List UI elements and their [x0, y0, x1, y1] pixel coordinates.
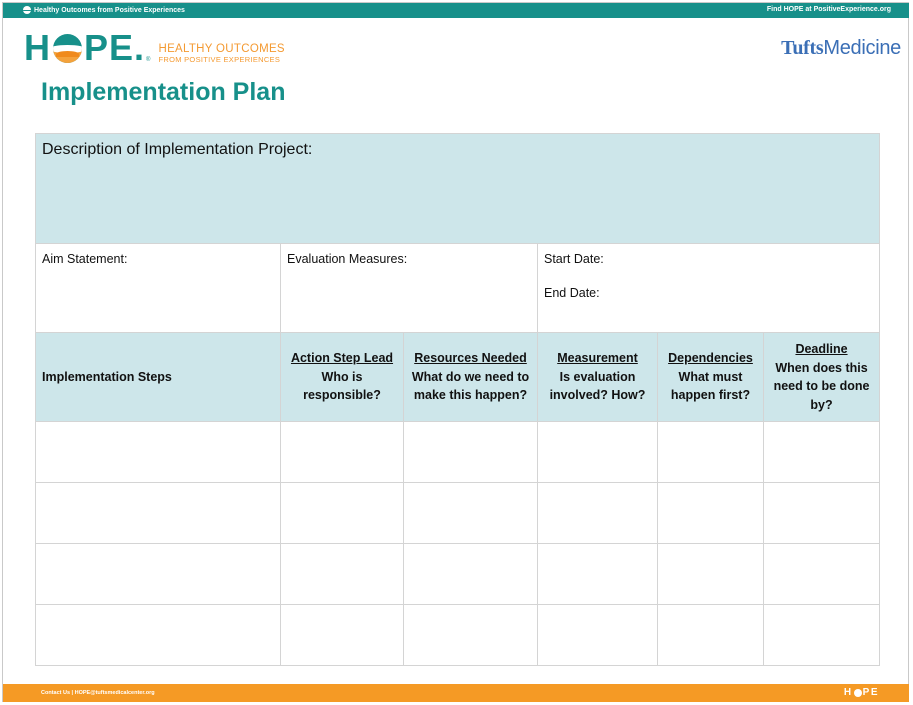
table-cell[interactable] — [658, 422, 764, 483]
table-cell[interactable] — [538, 422, 658, 483]
table-cell[interactable] — [281, 422, 404, 483]
col-subtitle: When does this need to be done by? — [773, 360, 870, 412]
top-banner — [3, 3, 909, 18]
aim-statement-label: Aim Statement: — [42, 252, 128, 266]
footer-hope-logo — [844, 687, 879, 698]
aim-statement-field[interactable] — [36, 244, 281, 333]
dates-field[interactable] — [538, 244, 880, 333]
end-date-label: End Date: — [544, 286, 600, 300]
description-row — [36, 134, 880, 244]
table-row — [36, 605, 880, 666]
table-cell[interactable] — [764, 422, 880, 483]
tufts-medicine-logo — [781, 37, 901, 60]
col-subtitle: What do we need to make this happen? — [411, 369, 530, 403]
evaluation-measures-field[interactable] — [281, 244, 538, 333]
col-subtitle: Is evaluation involved? How? — [549, 369, 646, 403]
table-cell[interactable] — [36, 605, 281, 666]
table-cell[interactable] — [404, 605, 538, 666]
col-title: Action Step Lead — [290, 351, 394, 366]
col-title: Measurement — [557, 351, 638, 366]
description-field[interactable] — [36, 134, 880, 244]
steps-header-row — [36, 333, 880, 422]
logo-period: . — [134, 27, 146, 68]
tufts-logo-regular: Medicine — [823, 37, 901, 59]
table-cell[interactable] — [538, 605, 658, 666]
footer-contact[interactable]: Contact Us | HOPE@tuftsmedicalcenter.org — [41, 690, 155, 696]
col-header-resources-needed — [404, 333, 538, 422]
table-cell[interactable] — [658, 605, 764, 666]
table-cell[interactable] — [658, 544, 764, 605]
registered-mark: ® — [146, 57, 151, 63]
table-cell[interactable] — [36, 422, 281, 483]
page-title: Implementation Plan — [41, 78, 286, 106]
table-cell[interactable] — [404, 483, 538, 544]
footer-logo-h: H — [843, 687, 853, 698]
hope-logo — [24, 27, 285, 68]
table-cell[interactable] — [404, 422, 538, 483]
table-cell[interactable] — [281, 605, 404, 666]
implementation-plan-table — [35, 133, 880, 666]
tufts-logo-bold: Tufts — [781, 37, 824, 59]
logo-letter-h: H — [24, 27, 51, 68]
evaluation-measures-label: Evaluation Measures: — [287, 252, 408, 266]
col-title: Dependencies — [668, 351, 753, 366]
logo-letters-pe: PE — [84, 27, 135, 68]
table-row — [36, 422, 880, 483]
table-cell[interactable] — [404, 544, 538, 605]
col-title: Resources Needed — [414, 351, 527, 366]
top-banner-tagline: Healthy Outcomes from Positive Experiences — [34, 6, 185, 14]
col-header-action-step-lead — [281, 333, 404, 422]
table-row — [36, 544, 880, 605]
hope-wordmark — [24, 27, 146, 68]
table-cell[interactable] — [538, 544, 658, 605]
col-title: Implementation Steps — [42, 369, 172, 384]
hope-sun-icon — [53, 34, 82, 63]
col-title: Deadline — [795, 342, 848, 356]
top-banner-left — [23, 6, 185, 14]
table-cell[interactable] — [538, 483, 658, 544]
col-header-deadline — [764, 333, 880, 422]
col-subtitle: Who is responsible? — [303, 369, 381, 403]
table-row — [36, 483, 880, 544]
footer-banner — [3, 684, 909, 702]
tagline-line-1: HEALTHY OUTCOMES — [158, 43, 285, 55]
top-banner-website[interactable]: Find HOPE at PositiveExperience.org — [766, 6, 891, 13]
footer-hope-sun-icon — [854, 689, 862, 697]
table-cell[interactable] — [764, 544, 880, 605]
table-cell[interactable] — [281, 544, 404, 605]
logo-tagline — [158, 43, 284, 64]
hope-globe-icon — [23, 6, 31, 14]
col-header-measurement — [538, 333, 658, 422]
table-cell[interactable] — [764, 483, 880, 544]
col-subtitle: What must happen first? — [670, 369, 751, 403]
table-cell[interactable] — [764, 605, 880, 666]
col-header-dependencies — [658, 333, 764, 422]
description-label: Description of Implementation Project: — [42, 141, 313, 158]
tagline-line-2: FROM POSITIVE EXPERIENCES — [158, 55, 281, 64]
table-cell[interactable] — [281, 483, 404, 544]
table-cell[interactable] — [36, 483, 281, 544]
table-cell[interactable] — [36, 544, 281, 605]
start-date-label: Start Date: — [544, 252, 604, 266]
table-cell[interactable] — [658, 483, 764, 544]
info-row — [36, 244, 880, 333]
footer-logo-pe: PE — [862, 687, 879, 698]
col-header-implementation-steps — [36, 333, 281, 422]
